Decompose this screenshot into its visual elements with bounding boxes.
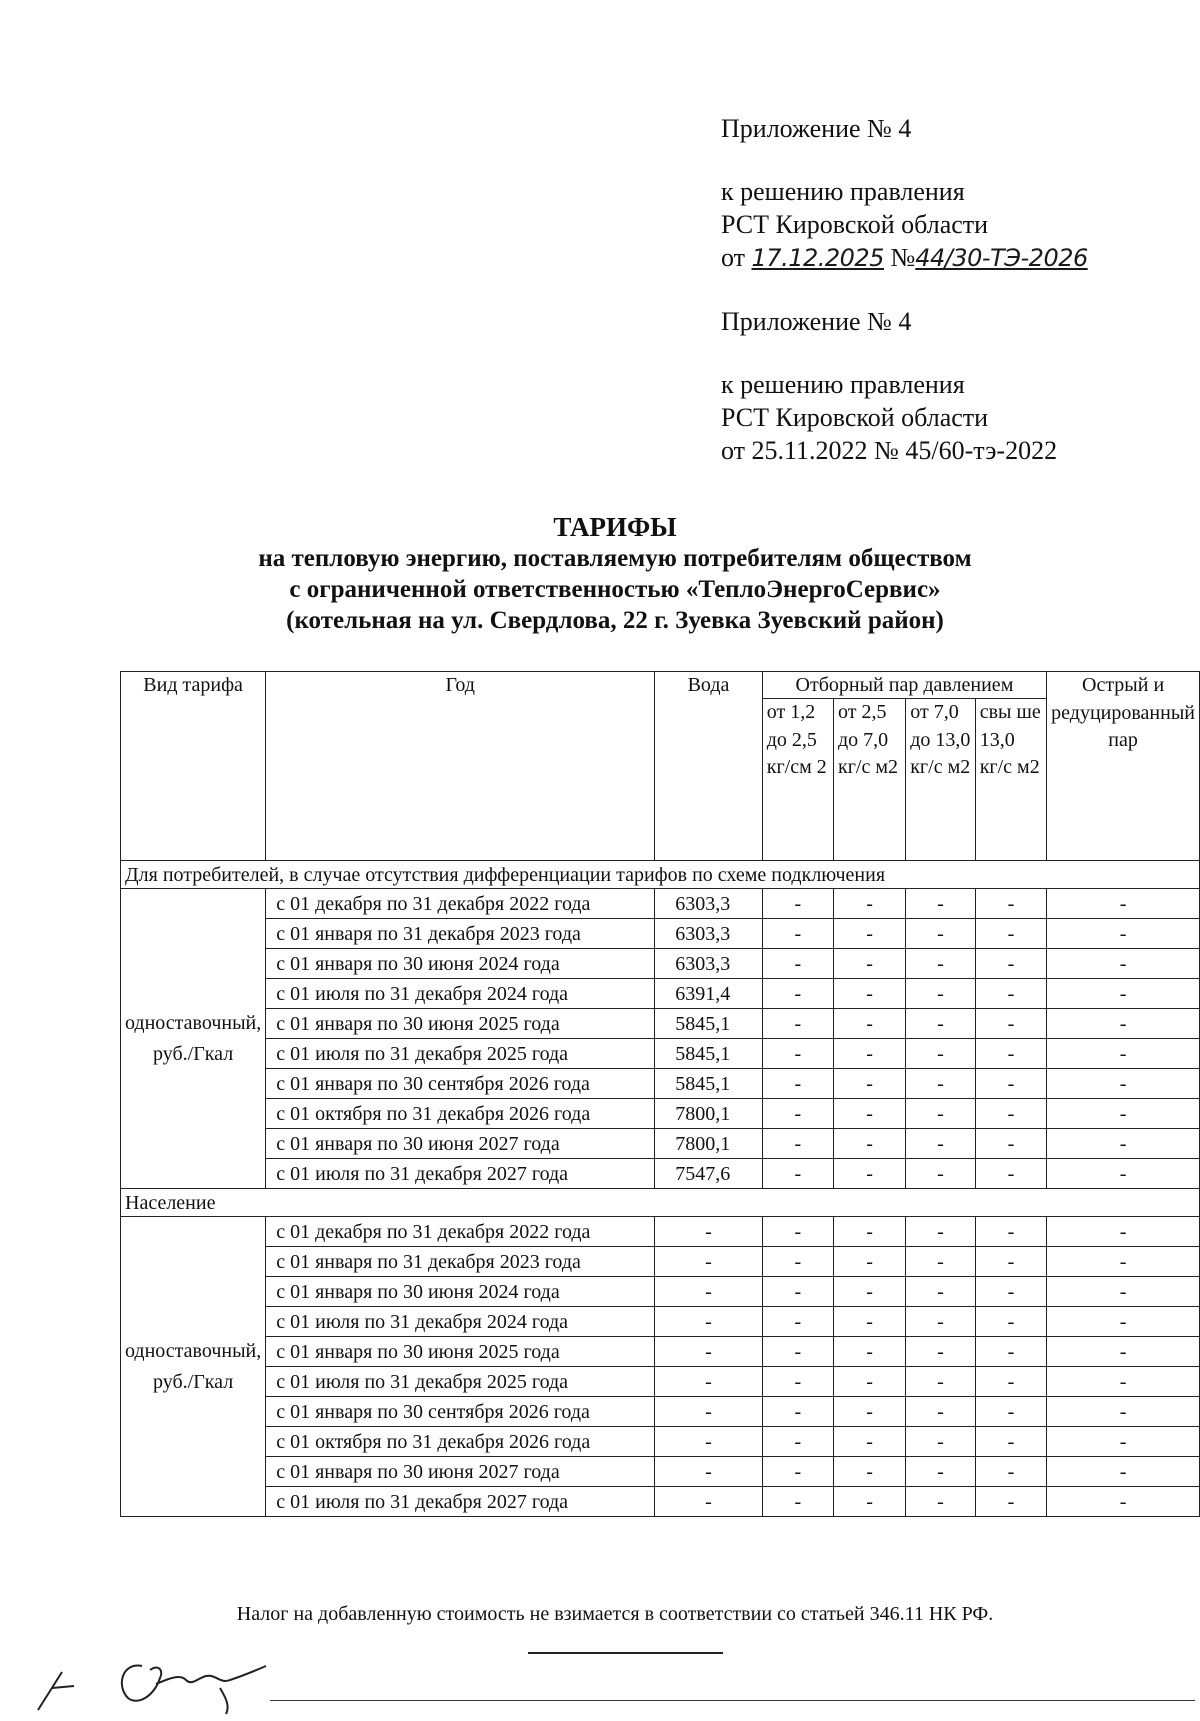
empty-value-cell: - bbox=[906, 1277, 975, 1307]
empty-value-cell: - bbox=[762, 949, 833, 979]
empty-value-cell: - bbox=[906, 1487, 975, 1517]
empty-value-cell: - bbox=[906, 1427, 975, 1457]
empty-value-cell: - bbox=[975, 1069, 1046, 1099]
period-cell: с 01 января по 30 июня 2027 года bbox=[266, 1457, 655, 1487]
empty-value-cell: - bbox=[762, 1247, 833, 1277]
empty-value-cell: - bbox=[762, 889, 833, 919]
table-row bbox=[121, 1069, 1200, 1099]
empty-value-cell: - bbox=[1047, 1217, 1200, 1247]
empty-value-cell: - bbox=[833, 1487, 905, 1517]
water-value-cell: 7800,1 bbox=[655, 1099, 762, 1129]
empty-value-cell: - bbox=[762, 1159, 833, 1189]
water-value-cell: 6303,3 bbox=[655, 949, 762, 979]
empty-value-cell: - bbox=[906, 1247, 975, 1277]
empty-value-cell: - bbox=[833, 889, 905, 919]
header-year: Год bbox=[266, 672, 655, 861]
empty-value-cell: - bbox=[1047, 1069, 1200, 1099]
table-row bbox=[121, 979, 1200, 1009]
empty-value-cell: - bbox=[975, 1009, 1046, 1039]
empty-value-cell: - bbox=[975, 1099, 1046, 1129]
period-cell: с 01 января по 30 июня 2025 года bbox=[266, 1337, 655, 1367]
table-row bbox=[121, 1427, 1200, 1457]
empty-value-cell: - bbox=[1047, 1307, 1200, 1337]
empty-value-cell: - bbox=[906, 1129, 975, 1159]
empty-value-cell: - bbox=[975, 1487, 1046, 1517]
decision-date-line bbox=[721, 241, 1088, 275]
period-cell: с 01 июля по 31 декабря 2027 года bbox=[266, 1487, 655, 1517]
signature bbox=[30, 1648, 290, 1718]
period-cell: с 01 января по 30 июня 2025 года bbox=[266, 1009, 655, 1039]
empty-value-cell: - bbox=[906, 1039, 975, 1069]
empty-value-cell: - bbox=[1047, 1337, 1200, 1367]
appendix-title: Приложение № 4 bbox=[721, 114, 912, 143]
empty-value-cell: - bbox=[833, 1247, 905, 1277]
empty-value-cell: - bbox=[833, 1457, 905, 1487]
water-value-cell: - bbox=[655, 1367, 762, 1397]
section-row bbox=[121, 861, 1200, 889]
table-row bbox=[121, 1009, 1200, 1039]
period-cell: с 01 июля по 31 декабря 2024 года bbox=[266, 979, 655, 1009]
empty-value-cell: - bbox=[762, 1487, 833, 1517]
authority-line: РСТ Кировской области bbox=[721, 210, 989, 239]
empty-value-cell: - bbox=[1047, 1159, 1200, 1189]
empty-value-cell: - bbox=[906, 1307, 975, 1337]
appendix-block-old bbox=[721, 305, 1088, 467]
appendix-title: Приложение № 4 bbox=[721, 307, 912, 336]
signature-line bbox=[270, 1700, 1195, 1701]
date-prefix: от bbox=[721, 243, 752, 272]
water-value-cell: - bbox=[655, 1397, 762, 1427]
tariff-table bbox=[120, 671, 1200, 1517]
decision-date-line: от 25.11.2022 № 45/60-тэ-2022 bbox=[721, 436, 1058, 465]
empty-value-cell: - bbox=[1047, 1487, 1200, 1517]
period-cell: с 01 января по 30 июня 2024 года bbox=[266, 949, 655, 979]
water-value-cell: - bbox=[655, 1457, 762, 1487]
period-cell: с 01 декабря по 31 декабря 2022 года bbox=[266, 1217, 655, 1247]
table-row bbox=[121, 1217, 1200, 1247]
separator-rule bbox=[528, 1652, 723, 1654]
empty-value-cell: - bbox=[975, 949, 1046, 979]
water-value-cell: 6303,3 bbox=[655, 889, 762, 919]
empty-value-cell: - bbox=[1047, 1247, 1200, 1277]
empty-value-cell: - bbox=[975, 1277, 1046, 1307]
empty-value-cell: - bbox=[906, 1009, 975, 1039]
empty-value-cell: - bbox=[833, 979, 905, 1009]
title-line: на тепловую энергию, поставляемую потребителям обществом bbox=[258, 545, 972, 572]
empty-value-cell: - bbox=[906, 889, 975, 919]
water-value-cell: 6303,3 bbox=[655, 919, 762, 949]
empty-value-cell: - bbox=[762, 1129, 833, 1159]
table-row bbox=[121, 919, 1200, 949]
empty-value-cell: - bbox=[762, 1457, 833, 1487]
section-row bbox=[121, 1189, 1200, 1217]
empty-value-cell: - bbox=[906, 1217, 975, 1247]
empty-value-cell: - bbox=[762, 1217, 833, 1247]
empty-value-cell: - bbox=[906, 1397, 975, 1427]
empty-value-cell: - bbox=[762, 919, 833, 949]
empty-value-cell: - bbox=[975, 1307, 1046, 1337]
empty-value-cell: - bbox=[1047, 1457, 1200, 1487]
empty-value-cell: - bbox=[833, 1427, 905, 1457]
empty-value-cell: - bbox=[1047, 1129, 1200, 1159]
decision-line: к решению правления bbox=[721, 370, 965, 399]
empty-value-cell: - bbox=[762, 1337, 833, 1367]
water-value-cell: - bbox=[655, 1487, 762, 1517]
empty-value-cell: - bbox=[1047, 1009, 1200, 1039]
empty-value-cell: - bbox=[762, 1277, 833, 1307]
water-value-cell: 5845,1 bbox=[655, 1009, 762, 1039]
period-cell: с 01 января по 30 июня 2024 года bbox=[266, 1277, 655, 1307]
empty-value-cell: - bbox=[975, 1247, 1046, 1277]
tariff-kind-cell: одноставочный, руб./Гкал bbox=[121, 889, 266, 1189]
tariff-kind-cell: одноставочный, руб./Гкал bbox=[121, 1217, 266, 1517]
period-cell: с 01 июля по 31 декабря 2025 года bbox=[266, 1367, 655, 1397]
empty-value-cell: - bbox=[762, 1039, 833, 1069]
empty-value-cell: - bbox=[975, 1159, 1046, 1189]
empty-value-cell: - bbox=[1047, 1427, 1200, 1457]
empty-value-cell: - bbox=[1047, 1367, 1200, 1397]
water-value-cell: - bbox=[655, 1217, 762, 1247]
period-cell: с 01 июля по 31 декабря 2025 года bbox=[266, 1039, 655, 1069]
empty-value-cell: - bbox=[975, 1427, 1046, 1457]
period-cell: с 01 января по 30 сентября 2026 года bbox=[266, 1069, 655, 1099]
table-row bbox=[121, 1247, 1200, 1277]
empty-value-cell: - bbox=[833, 949, 905, 979]
table-row bbox=[121, 1277, 1200, 1307]
empty-value-cell: - bbox=[975, 1397, 1046, 1427]
period-cell: с 01 июля по 31 декабря 2027 года bbox=[266, 1159, 655, 1189]
empty-value-cell: - bbox=[833, 1367, 905, 1397]
empty-value-cell: - bbox=[906, 1337, 975, 1367]
period-cell: с 01 января по 30 сентября 2026 года bbox=[266, 1397, 655, 1427]
title-line: с ограниченной ответственностью «ТеплоЭнергоСервис» bbox=[289, 576, 941, 603]
empty-value-cell: - bbox=[906, 1457, 975, 1487]
empty-value-cell: - bbox=[975, 1039, 1046, 1069]
section-label: Для потребителей, в случае отсутствия дифференциации тарифов по схеме подключения bbox=[121, 861, 1200, 889]
empty-value-cell: - bbox=[975, 1217, 1046, 1247]
empty-value-cell: - bbox=[1047, 1397, 1200, 1427]
period-cell: с 01 декабря по 31 декабря 2022 года bbox=[266, 889, 655, 919]
table-row bbox=[121, 1457, 1200, 1487]
water-value-cell: - bbox=[655, 1277, 762, 1307]
empty-value-cell: - bbox=[762, 1427, 833, 1457]
empty-value-cell: - bbox=[833, 1069, 905, 1099]
empty-value-cell: - bbox=[833, 1337, 905, 1367]
water-value-cell: - bbox=[655, 1307, 762, 1337]
vat-footnote: Налог на добавленную стоимость не взимается в соответствии со статьей 346.11 НК РФ. bbox=[236, 1603, 994, 1625]
table-row bbox=[121, 1129, 1200, 1159]
empty-value-cell: - bbox=[906, 979, 975, 1009]
water-value-cell: 5845,1 bbox=[655, 1069, 762, 1099]
table-row bbox=[121, 1487, 1200, 1517]
period-cell: с 01 октября по 31 декабря 2026 года bbox=[266, 1099, 655, 1129]
period-cell: с 01 января по 31 декабря 2023 года bbox=[266, 919, 655, 949]
table-row bbox=[121, 1159, 1200, 1189]
empty-value-cell: - bbox=[906, 1069, 975, 1099]
period-cell: с 01 января по 31 декабря 2023 года bbox=[266, 1247, 655, 1277]
header-tariff-kind: Вид тарифа bbox=[121, 672, 266, 861]
handwritten-number: 44/30-ТЭ-2026 bbox=[915, 244, 1088, 272]
table-row bbox=[121, 1397, 1200, 1427]
table-row bbox=[121, 949, 1200, 979]
empty-value-cell: - bbox=[833, 919, 905, 949]
empty-value-cell: - bbox=[762, 1307, 833, 1337]
empty-value-cell: - bbox=[833, 1397, 905, 1427]
appendix-block-new bbox=[721, 112, 1088, 275]
empty-value-cell: - bbox=[762, 979, 833, 1009]
table-row bbox=[121, 1039, 1200, 1069]
table-row bbox=[121, 1307, 1200, 1337]
water-value-cell: 7800,1 bbox=[655, 1129, 762, 1159]
table-row bbox=[121, 1337, 1200, 1367]
number-prefix: № bbox=[883, 243, 916, 272]
empty-value-cell: - bbox=[833, 1217, 905, 1247]
water-value-cell: 6391,4 bbox=[655, 979, 762, 1009]
header-sharp-steam: Острый и редуцированный пар bbox=[1047, 672, 1200, 861]
header-water: Вода bbox=[655, 672, 762, 861]
empty-value-cell: - bbox=[906, 919, 975, 949]
empty-value-cell: - bbox=[762, 1069, 833, 1099]
empty-value-cell: - bbox=[975, 1129, 1046, 1159]
empty-value-cell: - bbox=[906, 949, 975, 979]
header-steam-sub: от 2,5 до 7,0 кг/с м2 bbox=[833, 699, 905, 861]
empty-value-cell: - bbox=[906, 1159, 975, 1189]
empty-value-cell: - bbox=[1047, 889, 1200, 919]
water-value-cell: 7547,6 bbox=[655, 1159, 762, 1189]
empty-value-cell: - bbox=[762, 1009, 833, 1039]
empty-value-cell: - bbox=[833, 1039, 905, 1069]
empty-value-cell: - bbox=[833, 1159, 905, 1189]
empty-value-cell: - bbox=[833, 1307, 905, 1337]
empty-value-cell: - bbox=[1047, 1277, 1200, 1307]
title-main: ТАРИФЫ bbox=[553, 512, 677, 542]
water-value-cell: - bbox=[655, 1247, 762, 1277]
decision-line: к решению правления bbox=[721, 177, 965, 206]
empty-value-cell: - bbox=[762, 1367, 833, 1397]
water-value-cell: - bbox=[655, 1427, 762, 1457]
empty-value-cell: - bbox=[1047, 1099, 1200, 1129]
empty-value-cell: - bbox=[833, 1099, 905, 1129]
period-cell: с 01 октября по 31 декабря 2026 года bbox=[266, 1427, 655, 1457]
table-row bbox=[121, 889, 1200, 919]
empty-value-cell: - bbox=[906, 1367, 975, 1397]
header-steam-sub: свы ше 13,0 кг/с м2 bbox=[975, 699, 1046, 861]
water-value-cell: - bbox=[655, 1337, 762, 1367]
empty-value-cell: - bbox=[1047, 1039, 1200, 1069]
header-steam-sub: от 7,0 до 13,0 кг/с м2 bbox=[906, 699, 975, 861]
table-row bbox=[121, 1367, 1200, 1397]
header-steam: Отборный пар давлением bbox=[762, 672, 1046, 699]
empty-value-cell: - bbox=[1047, 919, 1200, 949]
section-label: Население bbox=[121, 1189, 1200, 1217]
header-steam-sub: от 1,2 до 2,5 кг/см 2 bbox=[762, 699, 833, 861]
period-cell: с 01 января по 30 июня 2027 года bbox=[266, 1129, 655, 1159]
empty-value-cell: - bbox=[1047, 979, 1200, 1009]
empty-value-cell: - bbox=[833, 1129, 905, 1159]
empty-value-cell: - bbox=[975, 1367, 1046, 1397]
authority-line: РСТ Кировской области bbox=[721, 403, 989, 432]
empty-value-cell: - bbox=[1047, 949, 1200, 979]
empty-value-cell: - bbox=[762, 1397, 833, 1427]
water-value-cell: 5845,1 bbox=[655, 1039, 762, 1069]
title-line: (котельная на ул. Свердлова, 22 г. Зуевка Зуевский район) bbox=[286, 607, 944, 634]
empty-value-cell: - bbox=[975, 889, 1046, 919]
approval-header bbox=[721, 112, 1088, 489]
empty-value-cell: - bbox=[975, 919, 1046, 949]
handwritten-date: 17.12.2025 bbox=[751, 244, 884, 272]
period-cell: с 01 июля по 31 декабря 2024 года bbox=[266, 1307, 655, 1337]
table-row bbox=[121, 1099, 1200, 1129]
empty-value-cell: - bbox=[975, 1457, 1046, 1487]
document-title bbox=[0, 512, 1200, 636]
empty-value-cell: - bbox=[833, 1277, 905, 1307]
empty-value-cell: - bbox=[833, 1009, 905, 1039]
empty-value-cell: - bbox=[762, 1099, 833, 1129]
empty-value-cell: - bbox=[906, 1099, 975, 1129]
empty-value-cell: - bbox=[975, 1337, 1046, 1367]
empty-value-cell: - bbox=[975, 979, 1046, 1009]
